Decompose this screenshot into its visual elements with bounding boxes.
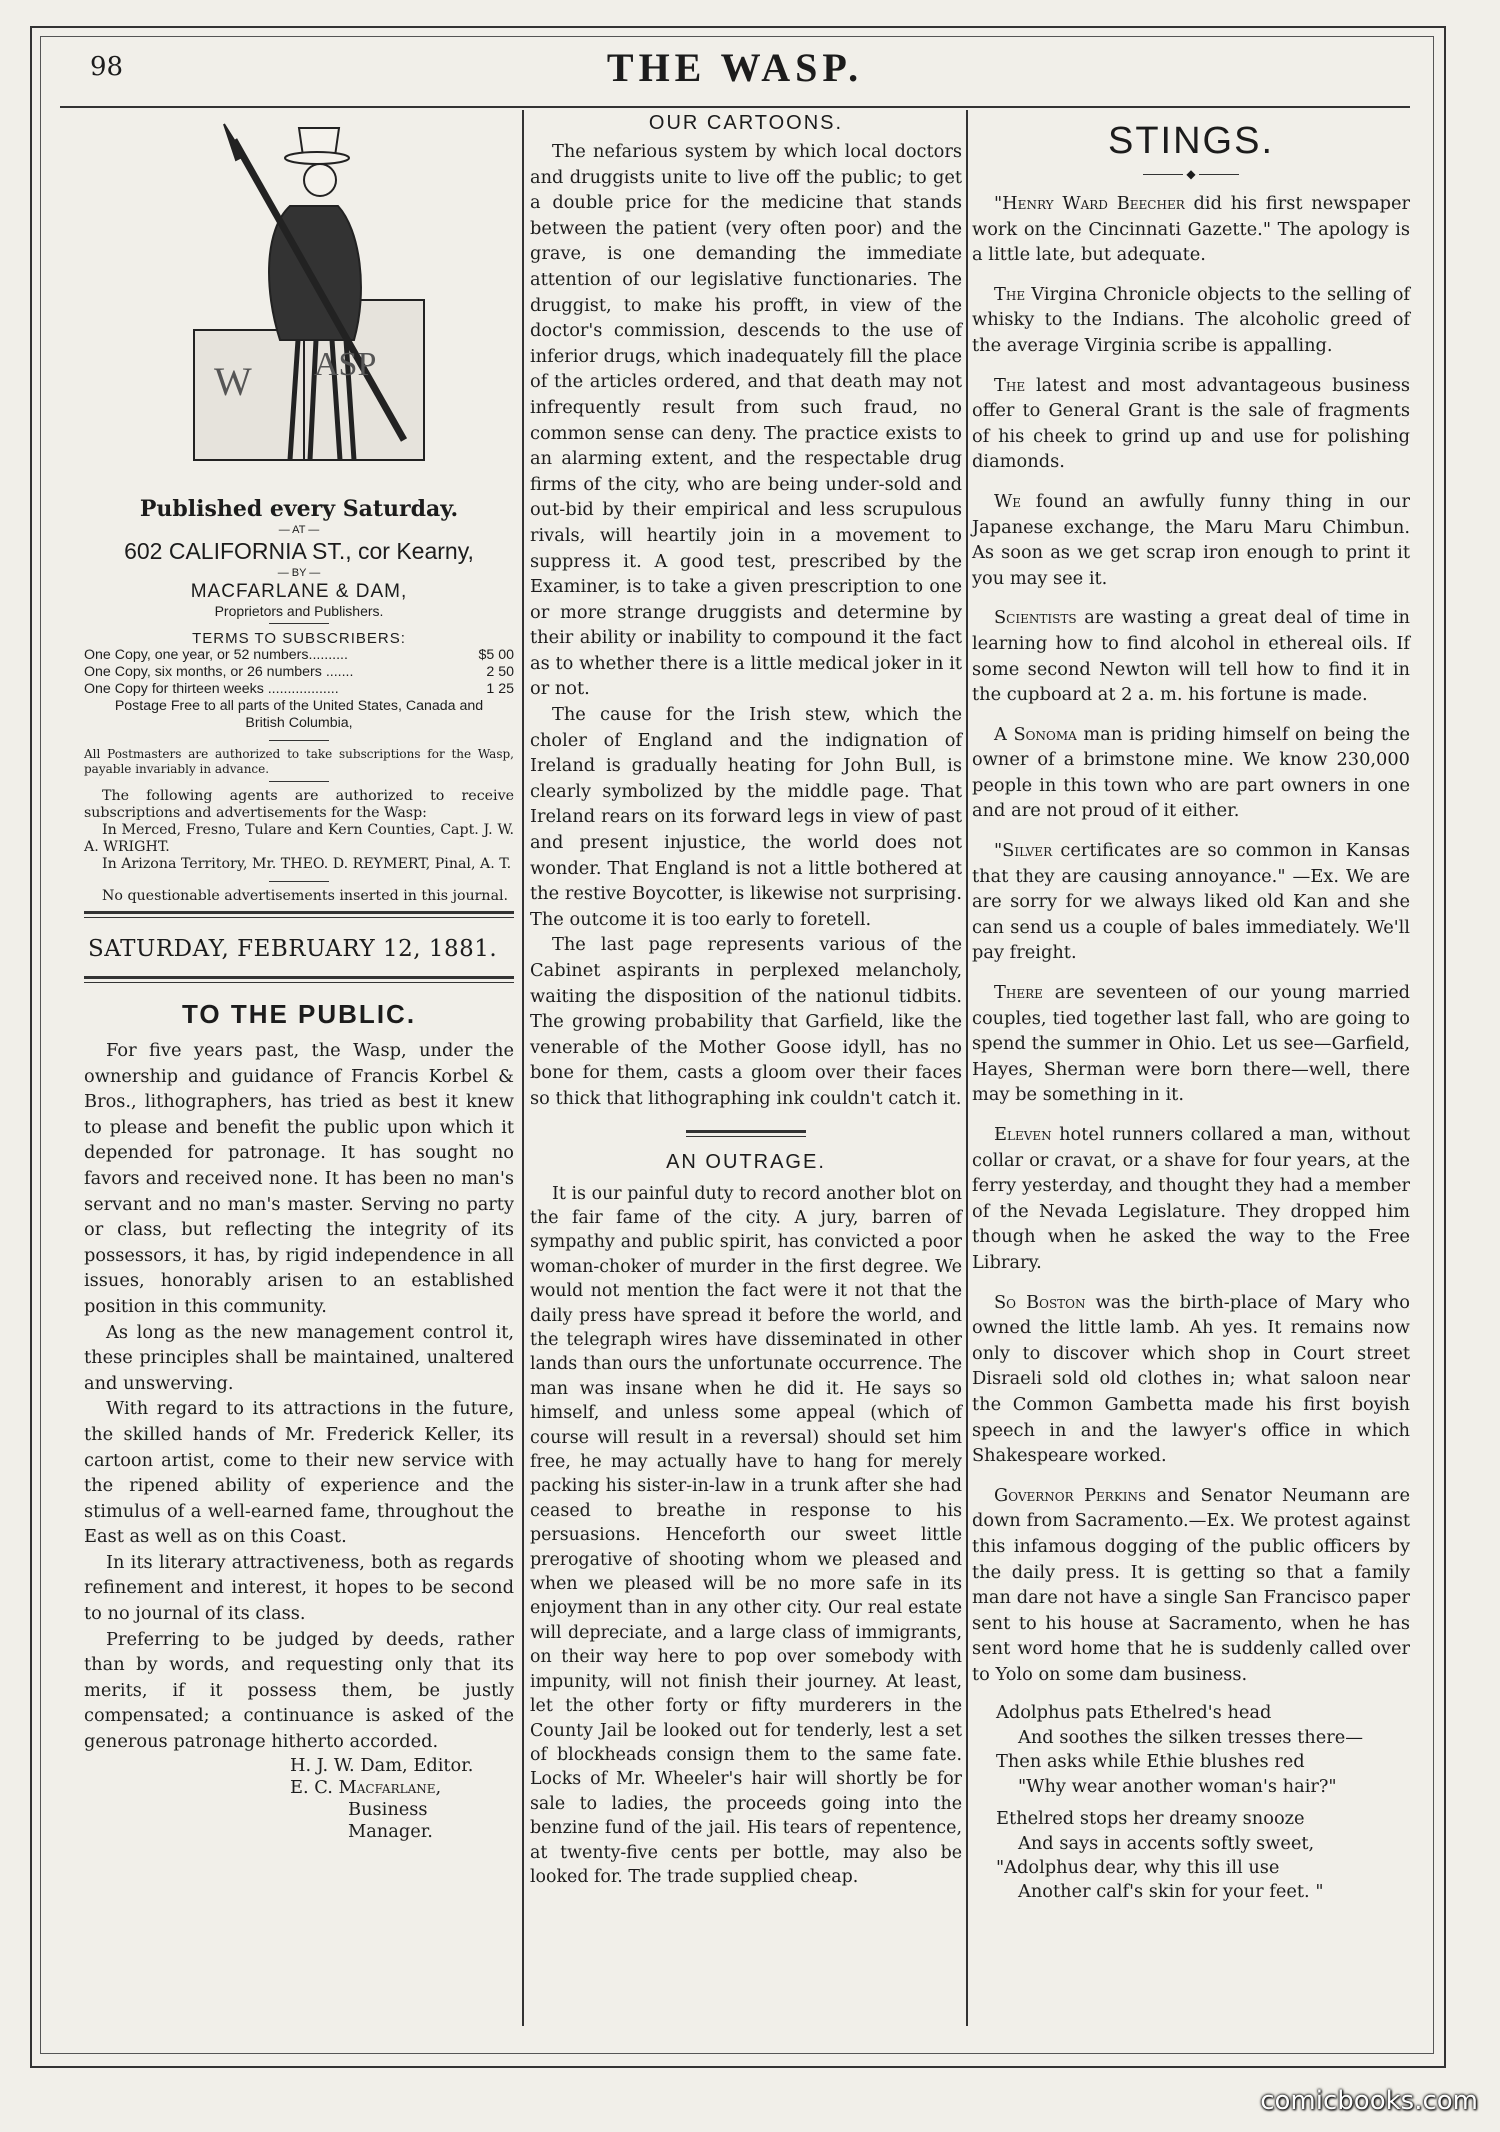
sting-text: latest and most advantageous business offer to General Grant is the sale of fragments of his cheek to grind up and use for polishing diamonds. <box>972 374 1410 473</box>
agent-wright: In Merced, Fresno, Tulare and Kern Counties, Capt. J. W. A. WRIGHT. <box>84 822 514 855</box>
sting-item <box>972 980 1410 1108</box>
sting-text: Virgina Chronicle objects to the selling of whisky to the Indians. The alcoholic greed of the average Virginia scribe is appalling. <box>972 283 1410 356</box>
to-the-public-paragraph: With regard to its attractions in the future, the skilled hands of Mr. Frederick Keller, its cartoon artist, come to their new service with the ripened ability of experience and the stimulus of a well-earned fame, throughout the East as well as on this Coast. <box>84 1398 514 1548</box>
poem-line: And soothes the silken tresses there— <box>1018 1726 1364 1748</box>
sting-text: found an awfully funny thing in our Japanese exchange, the Maru Maru Chimbun. As soon as we get scrap iron enough to print it you may see it. <box>972 490 1410 589</box>
masthead-cartoon <box>84 110 494 490</box>
sting-item <box>972 282 1410 359</box>
terms-row: One Copy, six months, or 26 numbers ....... 2 50 <box>84 664 514 680</box>
terms-row: One Copy, one year, or 52 numbers.......... $5 00 <box>84 647 514 663</box>
column-rule-1 <box>522 110 524 2026</box>
sting-item <box>972 722 1410 824</box>
left-column <box>84 110 514 2026</box>
separator <box>269 740 329 741</box>
separator <box>269 623 329 624</box>
at-label: — AT — <box>278 524 320 536</box>
publishers-subtitle: Proprietors and Publishers. <box>214 603 384 619</box>
to-the-public-title: TO THE PUBLIC. <box>181 999 417 1029</box>
sting-item <box>972 1483 1410 1688</box>
terms-row: One Copy for thirteen weeks .................. 1 25 <box>84 681 514 697</box>
sting-text: hotel runners collared a man, without collar or cravat, or a shave for four years, at the ferry yesterday, and thought they had a member of the Nevada Legislature. They dropped him though when he asked the way to the Free Library. <box>972 1124 1410 1273</box>
right-column <box>972 110 1410 2026</box>
sting-lead: Scientists <box>994 607 1077 629</box>
to-the-public-paragraph: As long as the new management control it, these principles shall be maintained, unaltered and unswerving. <box>84 1321 514 1394</box>
separator <box>269 781 329 782</box>
terms-title: TERMS TO SUBSCRIBERS: <box>192 630 406 647</box>
sting-text: did his first newspaper work on the Cincinnati Gazette." The apology is a little late, but adequate. <box>972 193 1410 266</box>
publishers-name: MACFARLANE & DAM, <box>190 581 408 602</box>
sting-item <box>972 1122 1410 1276</box>
issue-date: SATURDAY, FEBRUARY 12, 1881. <box>88 936 498 962</box>
sting-lead: We <box>994 490 1022 512</box>
double-rule <box>84 976 514 983</box>
to-the-public-paragraph: For five years past, the Wasp, under the ownership and guidance of Francis Korbel & Bros., lithographers, has tried as best it knew to please and benefit the public upon which it depended for patronage. It has sought no favors and received none. It has been no man's servant and no man's master. Serving no party or class, but reflecting the integrity of its possessors, it has, by rigid independence in all issues, honorably arisen to an established position in this community. <box>84 1040 514 1317</box>
signature-editor: H. J. W. Dam, Editor. <box>290 1754 474 1776</box>
sting-item <box>972 489 1410 591</box>
stings-list <box>972 191 1410 1687</box>
signature-manager: E. C. Macfarlane, <box>290 1776 442 1798</box>
poem-line: "Adolphus dear, why this ill use <box>996 1856 1280 1878</box>
double-rule <box>84 911 514 918</box>
cartoons-paragraph: The cause for the Irish stew, which the choler of England and the indignation of Ireland is gradually heating for John Bull, is clearly symbolized by the middle page. That Ireland rears on its forward legs in view of past and present injustice, the world does not wonder. That England is not a little bothered at the restive Boycotter, is likewise not surprising. The outcome it is too early to foretell. <box>530 704 962 930</box>
sting-lead: A Sonoma <box>994 723 1077 745</box>
sting-text: are wasting a great deal of time in learning how to find alcohol in ethereal oils. If some second Newton will tell how to find it in the cupboard at 2 a. m. his fortune is made. <box>972 607 1410 706</box>
sting-text: was the birth-place of Mary who owned the little lamb. Ah yes. It remains now only to discover which shop in Court street Disraeli sold old clothes in; what saloon near the Common Gambetta made his first boyish speech in and the lawyer's office in which Shakespeare worked. <box>972 1291 1411 1467</box>
sting-lead: Eleven <box>994 1124 1052 1145</box>
sting-text: man is priding himself on being the owner of a brimstone mine. We know 230,000 people in this town who are part owners in one and are not proud of it either. <box>972 723 1410 822</box>
postmasters-note: All Postmasters are authorized to take subscriptions for the Wasp, payable invariably in advance. <box>84 747 514 776</box>
sting-lead: The <box>994 283 1026 305</box>
poem-line: Adolphus pats Ethelred's head <box>996 1702 1272 1724</box>
poem-line: Then asks while Ethie blushes red <box>996 1751 1305 1773</box>
to-the-public-paragraph: In its literary attractiveness, both as regards refinement and interest, it hopes to be second to no journal of its class. <box>84 1551 514 1625</box>
watermark: comicbooks.com <box>1260 2086 1478 2116</box>
page-number: 98 <box>90 52 124 82</box>
poem-line: Another calf's skin for your feet. " <box>1018 1881 1324 1903</box>
agent-reymert: In Arizona Territory, Mr. THEO. D. REYMERT, Pinal, A. T. <box>102 856 512 872</box>
sting-item <box>972 1290 1410 1469</box>
sting-lead: There <box>994 982 1043 1004</box>
signature-manager-title: Business Manager. <box>348 1798 433 1842</box>
poem-line: And says in accents softly sweet, <box>1018 1832 1315 1854</box>
sting-text: and Senator Neumann are down from Sacramento.—Ex. We protest against this infamous dogging of the public officers by the daily press. It is getting so that a family man dare not have a single San Francisco paper sent to his house at Sacramento, when he has sent word home that he is suddenly called over to Yolo on some dam business. <box>972 1484 1410 1685</box>
stings-title: STINGS. <box>1107 120 1275 162</box>
middle-column <box>530 110 962 2026</box>
sting-lead: Governor Perkins <box>994 1484 1147 1506</box>
outrage-paragraph: It is our painful duty to record another blot on the fair fame of the city. A jury, barren of sympathy and public spirit, has convicted a poor woman-choker of murder in the first degree. We would not mention the fact were it not that the daily press have spread it before the world, and the telegraph wires have disseminated in other lands than ours the unfortunate occurrence. The man was insane when he did it. He says so himself, and unless some appeal (which of course will result in a reversal) should set him free, he may actually have to hang for merely packing his sister-in-law in a trunk after she had ceased to breathe in response to his persuasions. Henceforth our sweet little prerogative of shooting whom we pleased and when we pleased will be no more safe in its enjoyment than in any other city. Our real estate will depreciate, and a large class of immigrants, on their way here to pop over somebody with impunity, will not finish their journey. At least, let the other forty or fifty murderers in the County Jail be looked out for tenderly, lest a set of blockheads consign them to the same fate. Locks of Mr. Wheeler's hair will shortly be for sale to ladies, the proceeds going into the benzine fund of the jail. His tears of repentence, at twenty-five cents per bottle, may also be looked for. The trade supplied cheap. <box>530 1183 962 1887</box>
svg-text:ASP: ASP <box>314 346 377 383</box>
our-cartoons-title: OUR CARTOONS. <box>648 112 844 134</box>
separator <box>269 881 329 882</box>
sting-item <box>972 191 1410 268</box>
sting-item <box>972 838 1410 966</box>
to-the-public-paragraph: Preferring to be judged by deeds, rather than by words, and requesting only that its merits, if it possess them, be justly compensated; a continuance is asked of the generous patronage hitherto accorded. <box>84 1628 514 1753</box>
sting-lead: "Silver <box>994 840 1053 862</box>
sting-lead: So Boston <box>994 1291 1086 1313</box>
sting-lead: The <box>994 374 1026 396</box>
postage-note: Postage Free to all parts of the United States, Canada and British Columbia, <box>114 698 484 731</box>
cartoons-paragraph: The last page represents various of the Cabinet aspirants in perplexed melancholy, waiting the disposition of the nationul tidbits. The growing probability that Garfield, like the venerable of the Mother Goose idyll, has no bone for them, casts a gloom over their faces so thick that lithographing ink couldn't catch it. <box>530 934 962 1109</box>
office-address: 602 CALIFORNIA ST., cor Kearny, <box>124 538 474 564</box>
ornament-rule: ◆ <box>972 167 1410 181</box>
svg-text:W: W <box>214 359 252 404</box>
poem-line: "Why wear another woman's hair?" <box>1018 1775 1337 1797</box>
sting-text: are seventeen of our young married couples, tied together last fall, who are going to spend the summer in Ohio. Let us see—Garfield, Hayes, Sherman were born there—well, there may be something in it. <box>972 982 1410 1106</box>
cartoons-paragraph: The nefarious system by which local doctors and druggists unite to live off the public; to get a double price for the medicine that stands between the patient (very often poor) and the grave, is one demanding the immediate attention of our legislative functionaries. The druggist, to make his profft, in view of the doctor's commission, descends to the use of inferior drugs, which inadequately fill the place of the articles ordered, and that death may not infrequently result from such fraud, no common sense can deny. The practice exists to an alarming extent, and the respectable drug firms of the city, who are being under-sold and out-bid by their empirical and less scrupulous rivals, will heartily join in a movement to suppress it. A good test, prescribed by the Examiner, is to take a given prescription to one or more strange druggists and determine by their ability or inability to compound it the fact as to whether there is a little medical joker in it or not. <box>530 141 962 700</box>
no-questionable-note: No questionable advertisements inserted in this journal. <box>102 888 509 904</box>
agents-note: The following agents are authorized to receive subscriptions and advertisements for the Wasp: <box>84 788 514 821</box>
published-notice: Published every Saturday. <box>139 496 459 522</box>
by-label: — BY — <box>277 567 321 579</box>
uncle-sam-wasp-illustration <box>84 110 494 490</box>
poem-line: Ethelred stops her dreamy snooze <box>996 1808 1305 1830</box>
terms-table <box>84 647 514 698</box>
an-outrage-title: AN OUTRAGE. <box>666 1150 826 1173</box>
sting-item <box>972 373 1410 475</box>
masthead-title: THE WASP. <box>606 45 864 90</box>
sting-text: certificates are so common in Kansas that they are causing annoyance." —Ex. We are are sorry for we always liked old Kan and she can send us a couple of bales immediately. We'll pay freight. <box>972 840 1410 964</box>
sting-item <box>972 605 1410 707</box>
double-rule <box>686 1130 806 1137</box>
poem <box>972 1701 1410 1904</box>
sting-lead: "Henry Ward Beecher <box>994 193 1185 214</box>
page-header <box>60 44 1410 108</box>
column-rule-2 <box>966 110 968 2026</box>
